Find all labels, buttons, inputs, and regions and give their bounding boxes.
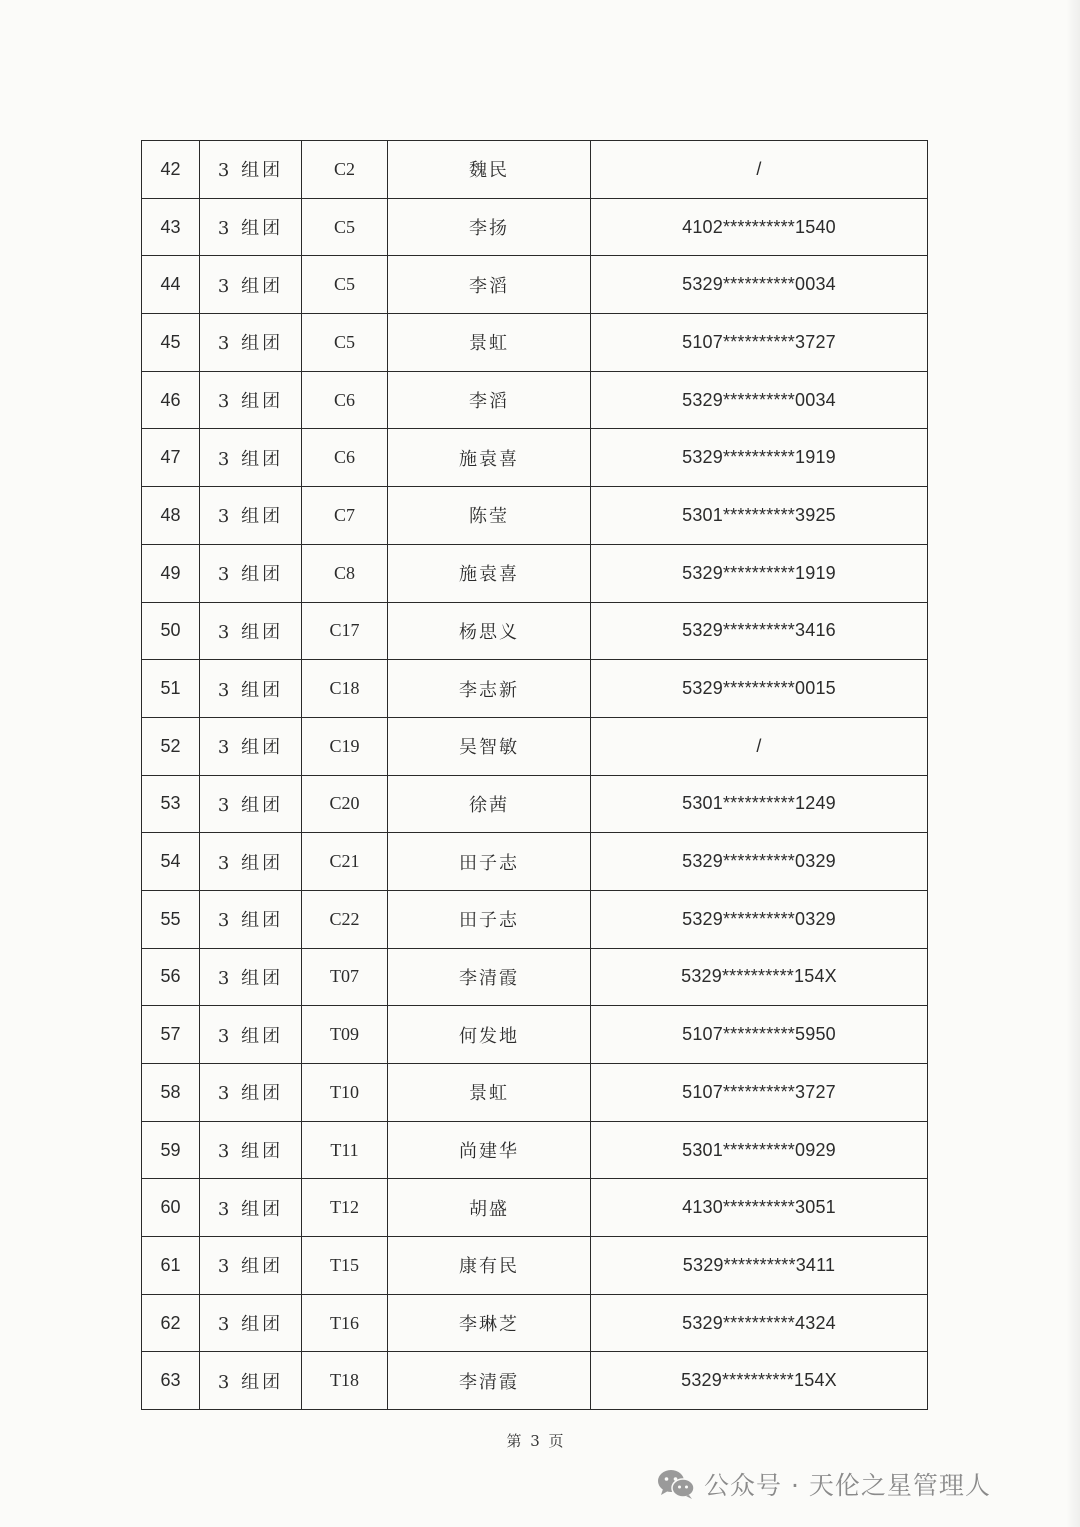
cell-seq: 50 — [142, 602, 200, 660]
cell-group: 3 组团 — [200, 544, 302, 602]
cell-group: 3 组团 — [200, 314, 302, 372]
cell-owner-name: 李琳芝 — [388, 1294, 591, 1352]
cell-id-number: 5301**********3925 — [591, 487, 928, 545]
table-row — [142, 890, 928, 948]
table-row — [142, 660, 928, 718]
cell-unit: C19 — [302, 717, 388, 775]
cell-unit: C22 — [302, 890, 388, 948]
cell-id-number: 5107**********3727 — [591, 1064, 928, 1122]
cell-group: 3 组团 — [200, 1006, 302, 1064]
table-row — [142, 1121, 928, 1179]
cell-owner-name: 李清霞 — [388, 948, 591, 1006]
cell-owner-name: 李滔 — [388, 371, 591, 429]
cell-seq: 48 — [142, 487, 200, 545]
cell-seq: 57 — [142, 1006, 200, 1064]
cell-owner-name: 魏民 — [388, 141, 591, 199]
cell-id-number: 5329**********154X — [591, 1352, 928, 1410]
table-row — [142, 141, 928, 199]
cell-id-number: 5329**********0015 — [591, 660, 928, 718]
cell-id-number: 5329**********0034 — [591, 371, 928, 429]
cell-id-number: 5329**********0329 — [591, 890, 928, 948]
table-row — [142, 198, 928, 256]
cell-id-number: 4130**********3051 — [591, 1179, 928, 1237]
cell-owner-name: 吴智敏 — [388, 717, 591, 775]
cell-unit: C6 — [302, 429, 388, 487]
cell-unit: T12 — [302, 1179, 388, 1237]
table-row — [142, 775, 928, 833]
cell-group: 3 组团 — [200, 890, 302, 948]
cell-group: 3 组团 — [200, 660, 302, 718]
cell-owner-name: 李志新 — [388, 660, 591, 718]
cell-seq: 44 — [142, 256, 200, 314]
cell-owner-name: 康有民 — [388, 1237, 591, 1295]
cell-seq: 54 — [142, 833, 200, 891]
cell-id-number: 5301**********1249 — [591, 775, 928, 833]
table-row — [142, 833, 928, 891]
cell-seq: 63 — [142, 1352, 200, 1410]
table-row — [142, 1294, 928, 1352]
cell-seq: 46 — [142, 371, 200, 429]
cell-unit: C5 — [302, 256, 388, 314]
cell-seq: 45 — [142, 314, 200, 372]
cell-id-number: 5329**********3411 — [591, 1237, 928, 1295]
table-row — [142, 314, 928, 372]
cell-unit: T07 — [302, 948, 388, 1006]
cell-id-number: 4102**********1540 — [591, 198, 928, 256]
cell-unit: C5 — [302, 198, 388, 256]
cell-group: 3 组团 — [200, 371, 302, 429]
cell-unit: C17 — [302, 602, 388, 660]
cell-unit: T16 — [302, 1294, 388, 1352]
cell-id-number: 5329**********154X — [591, 948, 928, 1006]
cell-group: 3 组团 — [200, 717, 302, 775]
cell-id-number: 5329**********0329 — [591, 833, 928, 891]
table-row — [142, 429, 928, 487]
cell-seq: 60 — [142, 1179, 200, 1237]
cell-seq: 62 — [142, 1294, 200, 1352]
cell-owner-name: 李滔 — [388, 256, 591, 314]
cell-group: 3 组团 — [200, 1121, 302, 1179]
cell-group: 3 组团 — [200, 775, 302, 833]
cell-owner-name: 景虹 — [388, 1064, 591, 1122]
cell-owner-name: 田子志 — [388, 833, 591, 891]
owner-table — [141, 140, 928, 1410]
table-row — [142, 487, 928, 545]
cell-owner-name: 李清霞 — [388, 1352, 591, 1410]
cell-id-number: 5329**********1919 — [591, 544, 928, 602]
cell-group: 3 组团 — [200, 198, 302, 256]
table-row — [142, 1064, 928, 1122]
cell-seq: 59 — [142, 1121, 200, 1179]
cell-owner-name: 李扬 — [388, 198, 591, 256]
cell-owner-name: 何发地 — [388, 1006, 591, 1064]
cell-group: 3 组团 — [200, 487, 302, 545]
cell-group: 3 组团 — [200, 833, 302, 891]
cell-group: 3 组团 — [200, 1237, 302, 1295]
cell-group: 3 组团 — [200, 602, 302, 660]
cell-seq: 55 — [142, 890, 200, 948]
cell-seq: 49 — [142, 544, 200, 602]
cell-id-number: 5329**********4324 — [591, 1294, 928, 1352]
cell-group: 3 组团 — [200, 1352, 302, 1410]
cell-unit: C7 — [302, 487, 388, 545]
cell-id-number: 5301**********0929 — [591, 1121, 928, 1179]
cell-owner-name: 杨思义 — [388, 602, 591, 660]
table-row — [142, 371, 928, 429]
cell-group: 3 组团 — [200, 1064, 302, 1122]
cell-unit: T09 — [302, 1006, 388, 1064]
cell-seq: 61 — [142, 1237, 200, 1295]
cell-unit: C2 — [302, 141, 388, 199]
cell-unit: T15 — [302, 1237, 388, 1295]
cell-seq: 58 — [142, 1064, 200, 1122]
cell-seq: 56 — [142, 948, 200, 1006]
table-row — [142, 948, 928, 1006]
cell-owner-name: 田子志 — [388, 890, 591, 948]
cell-owner-name: 陈莹 — [388, 487, 591, 545]
cell-owner-name: 徐茜 — [388, 775, 591, 833]
cell-group: 3 组团 — [200, 141, 302, 199]
cell-group: 3 组团 — [200, 1179, 302, 1237]
cell-seq: 53 — [142, 775, 200, 833]
cell-unit: T18 — [302, 1352, 388, 1410]
table-row — [142, 544, 928, 602]
cell-group: 3 组团 — [200, 256, 302, 314]
table-row — [142, 1352, 928, 1410]
table-row — [142, 1006, 928, 1064]
wechat-watermark — [656, 1466, 991, 1502]
cell-unit: T11 — [302, 1121, 388, 1179]
cell-owner-name: 胡盛 — [388, 1179, 591, 1237]
cell-seq: 47 — [142, 429, 200, 487]
page-edge-shadow — [1066, 0, 1080, 1527]
cell-unit: T10 — [302, 1064, 388, 1122]
cell-seq: 42 — [142, 141, 200, 199]
owner-table-body — [142, 141, 928, 1410]
cell-id-number: / — [591, 717, 928, 775]
table-row — [142, 1179, 928, 1237]
cell-id-number: / — [591, 141, 928, 199]
table-row — [142, 717, 928, 775]
cell-owner-name: 施袁喜 — [388, 544, 591, 602]
watermark-text: 公众号 · 天伦之星管理人 — [704, 1471, 991, 1500]
wechat-icon — [656, 1468, 696, 1500]
page-number: 第 3 页 — [506, 1432, 566, 1450]
cell-unit: C5 — [302, 314, 388, 372]
table-row — [142, 1237, 928, 1295]
cell-seq: 43 — [142, 198, 200, 256]
cell-seq: 51 — [142, 660, 200, 718]
cell-group: 3 组团 — [200, 948, 302, 1006]
cell-unit: C6 — [302, 371, 388, 429]
table-row — [142, 602, 928, 660]
cell-id-number: 5107**********3727 — [591, 314, 928, 372]
cell-id-number: 5329**********0034 — [591, 256, 928, 314]
cell-owner-name: 尚建华 — [388, 1121, 591, 1179]
cell-owner-name: 施袁喜 — [388, 429, 591, 487]
cell-seq: 52 — [142, 717, 200, 775]
cell-unit: C21 — [302, 833, 388, 891]
table-row — [142, 256, 928, 314]
cell-id-number: 5329**********1919 — [591, 429, 928, 487]
cell-unit: C20 — [302, 775, 388, 833]
cell-unit: C8 — [302, 544, 388, 602]
cell-group: 3 组团 — [200, 1294, 302, 1352]
cell-group: 3 组团 — [200, 429, 302, 487]
cell-unit: C18 — [302, 660, 388, 718]
cell-owner-name: 景虹 — [388, 314, 591, 372]
cell-id-number: 5329**********3416 — [591, 602, 928, 660]
cell-id-number: 5107**********5950 — [591, 1006, 928, 1064]
